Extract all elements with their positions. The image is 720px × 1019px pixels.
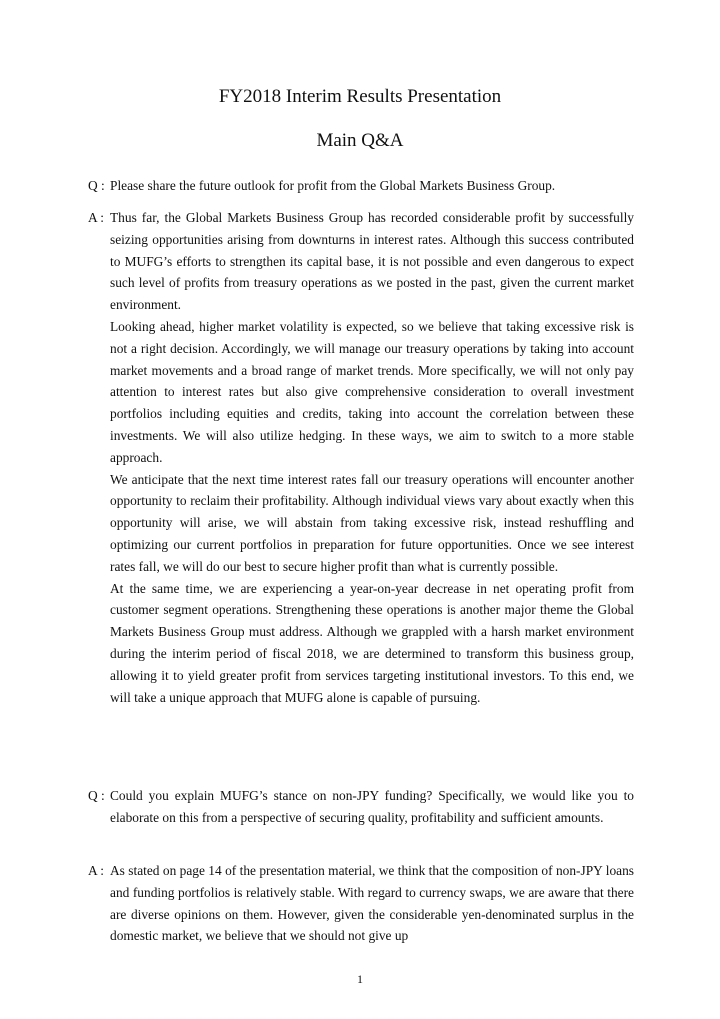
question-marker: Q :	[88, 788, 105, 803]
page-number: 1	[357, 972, 363, 986]
answer-paragraph: Looking ahead, higher market volatility is expected, so we believe that taking excessive risk is not a right decision. Accordingly, we will manage our treasury operations by taking into account market movements and a broad range of market trends. More specifically, we will not only pay attention to interest rates but also give comprehensive consideration to overall investment portfolios including equities and credits, taking into account the correlation between these investments. We will also utilize hedging. In these ways, we aim to switch to a more stable approach.	[110, 318, 634, 465]
question-marker: Q :	[88, 178, 105, 193]
answer-paragraph: Thus far, the Global Markets Business Group has recorded considerable profit by successfully seizing opportunities arising from downturns in interest rates. Although this success contributed to MUFG’s efforts to strengthen its capital base, it is not possible and even dangerous to expect such level of profits from treasury operations as we posted in the past, given the current market environment.	[110, 210, 634, 313]
answer-marker: A :	[88, 210, 104, 225]
question-text: Please share the future outlook for profit from the Global Markets Business Group.	[110, 178, 556, 193]
answer-paragraph: We anticipate that the next time interest rates fall our treasury operations will encounter another opportunity to reclaim their profitability. Although individual views vary about exactly when this opportunity will arise, we will abstain from taking excessive risk, instead reshuffling and optimizing our current portfolios in preparation for future opportunities. Once we see interest rates fall, we will do our best to secure higher profit than what is currently possible.	[110, 471, 634, 574]
answer-1	[88, 207, 634, 708]
answer-paragraph: As stated on page 14 of the presentation material, we think that the composition of non-JPY loans and funding portfolios is relatively stable. With regard to currency swaps, we are aware that there are diverse opinions on them. However, given the considerable yen-denominated surplus in the domestic market, we believe that we should not give up	[110, 863, 634, 944]
answer-marker: A :	[88, 863, 104, 878]
document-subtitle: Main Q&A	[316, 130, 404, 151]
question-2	[88, 785, 634, 829]
answer-paragraph: At the same time, we are experiencing a year-on-year decrease in net operating profit from customer segment operations. Strengthening these operations is another major theme the Global Markets Business Group must address. Although we grappled with a harsh market environment during the interim period of fiscal 2018, we are determined to transform this business group, allowing it to yield greater profit from services targeting institutional investors. To this end, we will take a unique approach that MUFG alone is capable of pursuing.	[110, 580, 634, 705]
answer-2	[88, 860, 634, 947]
document-title: FY2018 Interim Results Presentation	[218, 86, 502, 107]
question-1	[88, 175, 634, 197]
question-text: Could you explain MUFG’s stance on non-JPY funding? Specifically, we would like you to elaborate on this from a perspective of securing quality, profitability and sufficient amounts.	[110, 788, 634, 825]
